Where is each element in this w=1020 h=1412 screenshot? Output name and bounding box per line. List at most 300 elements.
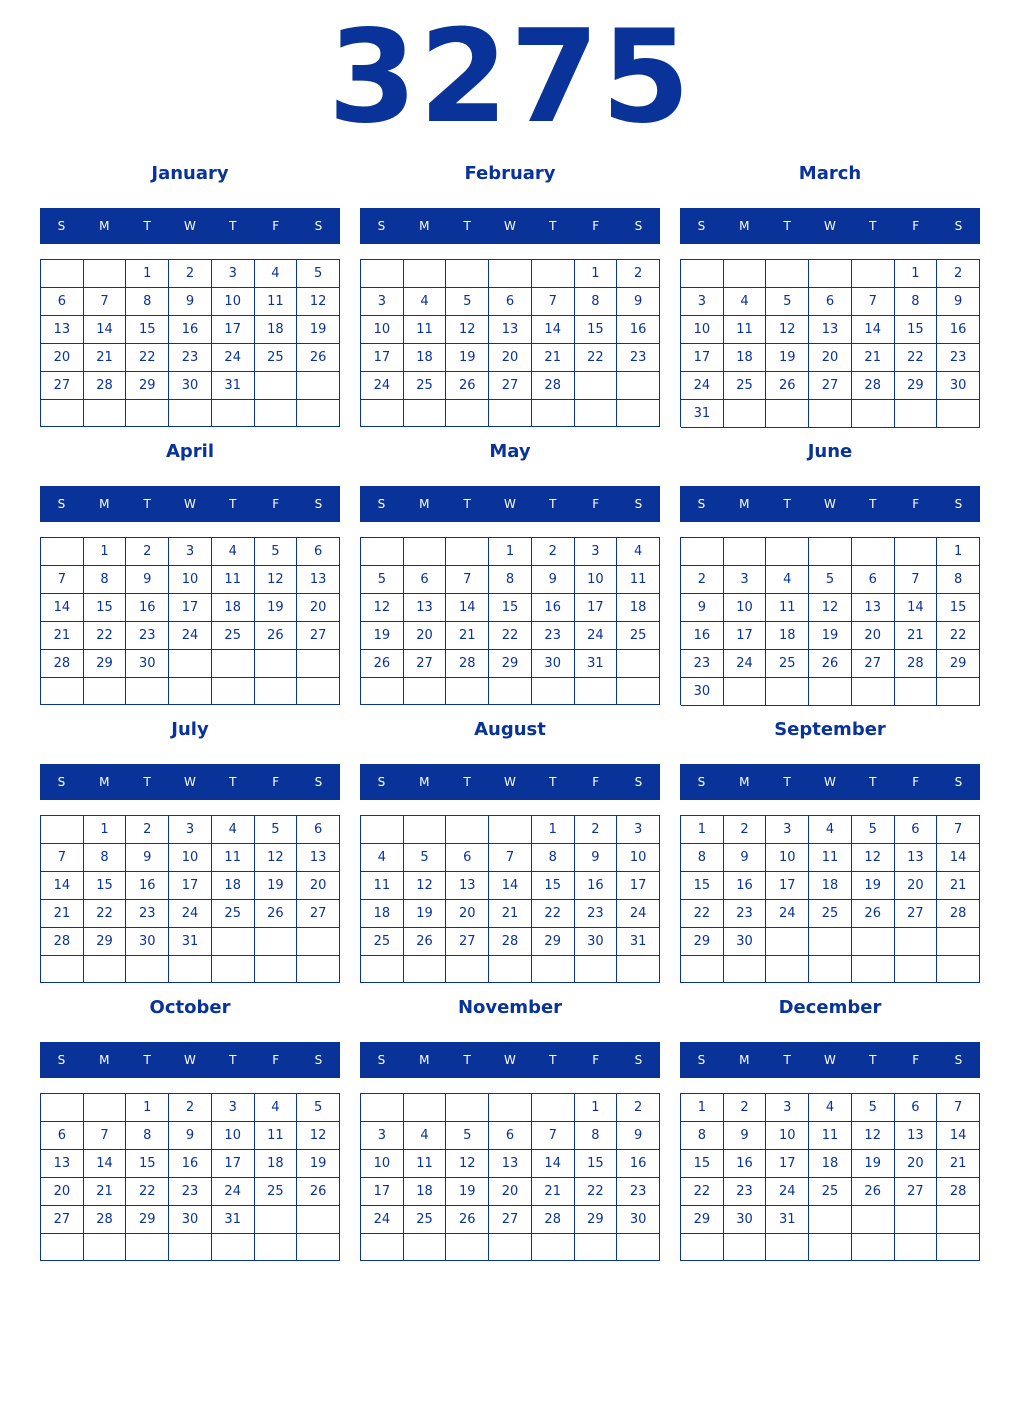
- empty-cell: [361, 1094, 404, 1122]
- day-cell: 7: [84, 288, 127, 316]
- day-cell: 6: [297, 816, 340, 844]
- empty-cell: [724, 400, 767, 428]
- day-cell: 20: [489, 1178, 532, 1206]
- empty-cell: [361, 678, 404, 705]
- day-cell: 15: [126, 1150, 169, 1178]
- day-cell: 22: [681, 1178, 724, 1206]
- day-cell: 3: [681, 288, 724, 316]
- day-cell: 17: [617, 872, 660, 900]
- day-cell: 22: [84, 622, 127, 650]
- day-cell: 12: [446, 316, 489, 344]
- weekday-label: F: [272, 219, 280, 233]
- day-cell: 31: [169, 928, 212, 956]
- empty-cell: [126, 400, 169, 427]
- day-grid: [40, 1093, 340, 1261]
- day-cell: 2: [617, 1094, 660, 1122]
- month-name: June: [807, 441, 853, 462]
- weekday-header: [40, 486, 340, 522]
- day-cell: 3: [766, 816, 809, 844]
- day-cell: 14: [532, 1150, 575, 1178]
- day-cell: 8: [575, 1122, 618, 1150]
- day-cell: 29: [681, 1206, 724, 1234]
- empty-cell: [852, 1206, 895, 1234]
- day-cell: 6: [852, 566, 895, 594]
- month-july: [40, 718, 340, 996]
- empty-cell: [255, 372, 298, 400]
- day-cell: 2: [724, 816, 767, 844]
- weekday-header: [680, 486, 980, 522]
- day-cell: 21: [937, 872, 980, 900]
- weekday-label: F: [272, 497, 280, 511]
- day-cell: 15: [489, 594, 532, 622]
- day-cell: 8: [895, 288, 938, 316]
- day-cell: 18: [212, 872, 255, 900]
- day-cell: 19: [297, 316, 340, 344]
- weekday-label: F: [912, 497, 920, 511]
- day-cell: 17: [724, 622, 767, 650]
- empty-cell: [255, 1206, 298, 1234]
- empty-cell: [809, 1206, 852, 1234]
- day-cell: 12: [255, 566, 298, 594]
- day-cell: 18: [809, 1150, 852, 1178]
- empty-cell: [532, 260, 575, 288]
- empty-cell: [724, 956, 767, 983]
- day-cell: 26: [766, 372, 809, 400]
- day-cell: 16: [169, 316, 212, 344]
- month-april: [40, 440, 340, 718]
- day-cell: 11: [617, 566, 660, 594]
- empty-cell: [361, 400, 404, 427]
- weekday-label: T: [869, 219, 877, 233]
- empty-cell: [255, 650, 298, 678]
- weekday-label: T: [229, 219, 237, 233]
- day-cell: 27: [489, 372, 532, 400]
- day-cell: 3: [724, 566, 767, 594]
- weekday-label: T: [229, 775, 237, 789]
- day-cell: 19: [404, 900, 447, 928]
- weekday-label: S: [314, 219, 323, 233]
- weekday-label: T: [463, 775, 471, 789]
- day-cell: 4: [255, 260, 298, 288]
- day-cell: 2: [724, 1094, 767, 1122]
- day-cell: 5: [852, 816, 895, 844]
- empty-cell: [84, 956, 127, 983]
- day-cell: 29: [895, 372, 938, 400]
- day-cell: 17: [361, 1178, 404, 1206]
- day-cell: 10: [169, 566, 212, 594]
- day-cell: 15: [681, 1150, 724, 1178]
- empty-cell: [937, 928, 980, 956]
- day-cell: 11: [809, 844, 852, 872]
- empty-cell: [169, 678, 212, 705]
- day-cell: 27: [852, 650, 895, 678]
- empty-cell: [41, 678, 84, 705]
- day-cell: 2: [126, 538, 169, 566]
- day-cell: 8: [575, 288, 618, 316]
- day-cell: 5: [809, 566, 852, 594]
- day-grid: [360, 537, 660, 705]
- weekday-label: F: [592, 775, 600, 789]
- day-cell: 31: [575, 650, 618, 678]
- day-cell: 19: [446, 1178, 489, 1206]
- day-cell: 6: [41, 288, 84, 316]
- day-cell: 15: [575, 1150, 618, 1178]
- day-cell: 9: [617, 288, 660, 316]
- day-cell: 18: [617, 594, 660, 622]
- day-cell: 8: [84, 566, 127, 594]
- month-name: January: [151, 163, 229, 184]
- day-cell: 4: [766, 566, 809, 594]
- weekday-label: T: [463, 219, 471, 233]
- day-cell: 3: [212, 1094, 255, 1122]
- day-cell: 19: [809, 622, 852, 650]
- weekday-label: S: [57, 219, 66, 233]
- empty-cell: [297, 650, 340, 678]
- day-cell: 28: [41, 650, 84, 678]
- day-cell: 21: [41, 900, 84, 928]
- empty-cell: [724, 1234, 767, 1261]
- day-cell: 3: [361, 1122, 404, 1150]
- day-cell: 7: [41, 566, 84, 594]
- weekday-label: S: [954, 775, 963, 789]
- empty-cell: [575, 372, 618, 400]
- weekday-label: S: [57, 1053, 66, 1067]
- empty-cell: [766, 400, 809, 428]
- month-name: September: [774, 719, 886, 740]
- weekday-label: S: [377, 497, 386, 511]
- day-cell: 25: [617, 622, 660, 650]
- day-cell: 19: [766, 344, 809, 372]
- day-cell: 25: [212, 622, 255, 650]
- month-name: November: [457, 997, 563, 1018]
- day-cell: 13: [489, 316, 532, 344]
- empty-cell: [169, 1234, 212, 1261]
- day-cell: 13: [297, 566, 340, 594]
- day-cell: 6: [895, 816, 938, 844]
- day-cell: 6: [404, 566, 447, 594]
- day-cell: 4: [724, 288, 767, 316]
- day-cell: 30: [126, 928, 169, 956]
- empty-cell: [617, 956, 660, 983]
- day-cell: 11: [404, 316, 447, 344]
- weekday-label: M: [419, 775, 430, 789]
- weekday-label: F: [912, 219, 920, 233]
- weekday-label: S: [954, 1053, 963, 1067]
- day-cell: 14: [937, 844, 980, 872]
- day-cell: 14: [84, 316, 127, 344]
- day-cell: 27: [297, 622, 340, 650]
- empty-cell: [41, 956, 84, 983]
- empty-cell: [809, 928, 852, 956]
- empty-cell: [766, 956, 809, 983]
- day-cell: 12: [255, 844, 298, 872]
- day-cell: 27: [41, 372, 84, 400]
- day-cell: 16: [937, 316, 980, 344]
- day-cell: 9: [169, 288, 212, 316]
- day-cell: 19: [446, 344, 489, 372]
- empty-cell: [446, 816, 489, 844]
- day-cell: 9: [617, 1122, 660, 1150]
- weekday-header: [40, 208, 340, 244]
- day-cell: 27: [297, 900, 340, 928]
- day-cell: 11: [766, 594, 809, 622]
- day-cell: 17: [361, 344, 404, 372]
- weekday-label: W: [824, 219, 836, 233]
- empty-cell: [41, 1234, 84, 1261]
- day-cell: 16: [575, 872, 618, 900]
- weekday-label: M: [739, 497, 750, 511]
- day-cell: 25: [255, 344, 298, 372]
- day-cell: 24: [169, 622, 212, 650]
- day-cell: 9: [724, 1122, 767, 1150]
- day-cell: 24: [766, 900, 809, 928]
- weekday-label: S: [697, 775, 706, 789]
- empty-cell: [852, 956, 895, 983]
- day-cell: 29: [575, 1206, 618, 1234]
- day-cell: 18: [255, 1150, 298, 1178]
- day-cell: 8: [126, 288, 169, 316]
- empty-cell: [41, 538, 84, 566]
- weekday-label: S: [377, 1053, 386, 1067]
- weekday-label: F: [592, 219, 600, 233]
- day-cell: 10: [617, 844, 660, 872]
- day-cell: 23: [681, 650, 724, 678]
- empty-cell: [766, 928, 809, 956]
- weekday-header: [360, 764, 660, 800]
- day-cell: 20: [404, 622, 447, 650]
- empty-cell: [895, 1206, 938, 1234]
- day-cell: 27: [809, 372, 852, 400]
- weekday-label: M: [419, 1053, 430, 1067]
- empty-cell: [212, 928, 255, 956]
- day-cell: 30: [724, 928, 767, 956]
- day-cell: 18: [404, 1178, 447, 1206]
- day-cell: 25: [404, 1206, 447, 1234]
- empty-cell: [617, 372, 660, 400]
- day-cell: 5: [766, 288, 809, 316]
- day-cell: 16: [617, 316, 660, 344]
- empty-cell: [809, 678, 852, 706]
- empty-cell: [489, 400, 532, 427]
- empty-cell: [895, 538, 938, 566]
- empty-cell: [297, 400, 340, 427]
- weekday-label: T: [549, 1053, 557, 1067]
- day-cell: 6: [41, 1122, 84, 1150]
- day-cell: 27: [404, 650, 447, 678]
- day-cell: 10: [766, 1122, 809, 1150]
- month-name: February: [464, 163, 556, 184]
- empty-cell: [852, 678, 895, 706]
- day-cell: 18: [361, 900, 404, 928]
- empty-cell: [255, 678, 298, 705]
- day-cell: 30: [681, 678, 724, 706]
- day-cell: 2: [937, 260, 980, 288]
- day-cell: 24: [361, 1206, 404, 1234]
- month-august: [360, 718, 660, 996]
- day-cell: 26: [361, 650, 404, 678]
- day-cell: 7: [84, 1122, 127, 1150]
- day-cell: 16: [126, 594, 169, 622]
- day-cell: 31: [212, 372, 255, 400]
- empty-cell: [937, 1206, 980, 1234]
- day-cell: 9: [681, 594, 724, 622]
- weekday-label: M: [99, 219, 110, 233]
- day-cell: 5: [255, 816, 298, 844]
- empty-cell: [575, 400, 618, 427]
- day-cell: 1: [575, 1094, 618, 1122]
- day-cell: 8: [937, 566, 980, 594]
- day-cell: 24: [766, 1178, 809, 1206]
- day-cell: 24: [361, 372, 404, 400]
- day-cell: 14: [937, 1122, 980, 1150]
- empty-cell: [446, 1234, 489, 1261]
- empty-cell: [895, 1234, 938, 1261]
- weekday-label: W: [504, 497, 516, 511]
- weekday-label: F: [272, 1053, 280, 1067]
- weekday-label: T: [783, 775, 791, 789]
- day-cell: 24: [575, 622, 618, 650]
- day-grid: [680, 537, 980, 705]
- day-grid: [40, 815, 340, 983]
- day-cell: 28: [489, 928, 532, 956]
- empty-cell: [361, 260, 404, 288]
- day-cell: 18: [255, 316, 298, 344]
- day-cell: 5: [297, 260, 340, 288]
- day-cell: 2: [169, 1094, 212, 1122]
- empty-cell: [297, 956, 340, 983]
- day-cell: 14: [532, 316, 575, 344]
- empty-cell: [681, 956, 724, 983]
- empty-cell: [809, 260, 852, 288]
- empty-cell: [297, 1234, 340, 1261]
- day-cell: 22: [126, 1178, 169, 1206]
- day-cell: 26: [809, 650, 852, 678]
- day-cell: 1: [575, 260, 618, 288]
- day-cell: 24: [724, 650, 767, 678]
- weekday-label: M: [419, 497, 430, 511]
- weekday-label: S: [954, 497, 963, 511]
- day-cell: 20: [489, 344, 532, 372]
- weekday-label: T: [143, 775, 151, 789]
- day-cell: 30: [169, 1206, 212, 1234]
- day-cell: 4: [404, 1122, 447, 1150]
- day-cell: 23: [532, 622, 575, 650]
- day-grid: [680, 815, 980, 983]
- weekday-label: T: [143, 219, 151, 233]
- weekday-header: [680, 764, 980, 800]
- day-cell: 3: [169, 538, 212, 566]
- day-cell: 20: [297, 594, 340, 622]
- day-cell: 9: [126, 844, 169, 872]
- day-cell: 4: [212, 538, 255, 566]
- day-grid: [680, 259, 980, 427]
- month-june: [680, 440, 980, 718]
- day-cell: 7: [489, 844, 532, 872]
- day-cell: 21: [895, 622, 938, 650]
- day-cell: 19: [852, 872, 895, 900]
- weekday-label: T: [549, 497, 557, 511]
- empty-cell: [681, 538, 724, 566]
- day-cell: 7: [41, 844, 84, 872]
- empty-cell: [297, 928, 340, 956]
- day-cell: 8: [681, 1122, 724, 1150]
- day-cell: 1: [681, 816, 724, 844]
- empty-cell: [212, 650, 255, 678]
- day-cell: 27: [41, 1206, 84, 1234]
- empty-cell: [41, 1094, 84, 1122]
- weekday-header: [40, 764, 340, 800]
- empty-cell: [361, 816, 404, 844]
- day-cell: 23: [575, 900, 618, 928]
- empty-cell: [532, 1234, 575, 1261]
- day-cell: 28: [532, 372, 575, 400]
- empty-cell: [617, 1234, 660, 1261]
- empty-cell: [766, 678, 809, 706]
- day-cell: 3: [212, 260, 255, 288]
- empty-cell: [895, 956, 938, 983]
- day-cell: 11: [809, 1122, 852, 1150]
- day-cell: 24: [169, 900, 212, 928]
- day-cell: 16: [617, 1150, 660, 1178]
- day-cell: 1: [126, 260, 169, 288]
- day-cell: 19: [852, 1150, 895, 1178]
- day-cell: 2: [681, 566, 724, 594]
- day-cell: 14: [41, 872, 84, 900]
- day-cell: 11: [212, 844, 255, 872]
- day-cell: 26: [297, 1178, 340, 1206]
- day-cell: 25: [766, 650, 809, 678]
- day-cell: 21: [532, 344, 575, 372]
- weekday-label: T: [229, 497, 237, 511]
- day-cell: 23: [169, 344, 212, 372]
- day-cell: 13: [41, 1150, 84, 1178]
- day-cell: 13: [489, 1150, 532, 1178]
- day-cell: 6: [489, 288, 532, 316]
- empty-cell: [489, 260, 532, 288]
- day-cell: 21: [84, 344, 127, 372]
- empty-cell: [489, 678, 532, 705]
- day-cell: 21: [852, 344, 895, 372]
- day-cell: 13: [41, 316, 84, 344]
- empty-cell: [446, 1094, 489, 1122]
- empty-cell: [212, 678, 255, 705]
- empty-cell: [766, 1234, 809, 1261]
- month-name: July: [171, 719, 209, 740]
- day-cell: 15: [937, 594, 980, 622]
- empty-cell: [126, 956, 169, 983]
- empty-cell: [852, 538, 895, 566]
- day-cell: 18: [809, 872, 852, 900]
- weekday-label: M: [739, 219, 750, 233]
- weekday-label: S: [634, 497, 643, 511]
- weekday-header: [360, 486, 660, 522]
- day-cell: 22: [532, 900, 575, 928]
- day-cell: 30: [575, 928, 618, 956]
- day-cell: 10: [361, 316, 404, 344]
- day-cell: 12: [361, 594, 404, 622]
- empty-cell: [895, 928, 938, 956]
- day-cell: 29: [532, 928, 575, 956]
- weekday-label: M: [739, 1053, 750, 1067]
- day-cell: 11: [255, 1122, 298, 1150]
- day-cell: 5: [446, 288, 489, 316]
- day-cell: 22: [575, 344, 618, 372]
- day-cell: 8: [681, 844, 724, 872]
- month-name: May: [489, 441, 531, 462]
- empty-cell: [84, 1234, 127, 1261]
- empty-cell: [41, 400, 84, 427]
- day-grid: [360, 1093, 660, 1261]
